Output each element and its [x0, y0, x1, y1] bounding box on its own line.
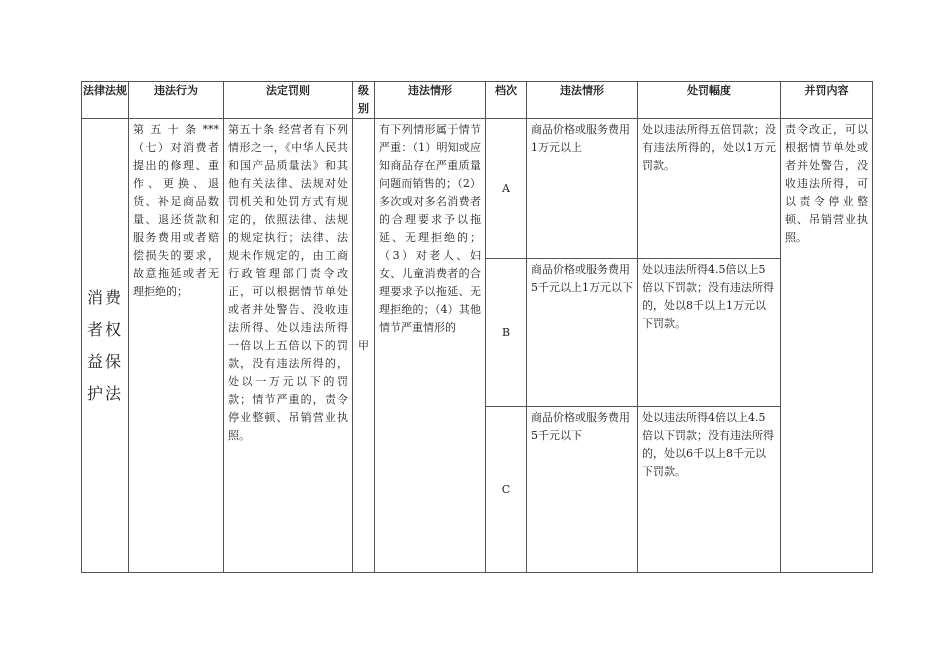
- table-row: [82, 119, 873, 259]
- grade-a-penalty-cell: [638, 119, 781, 259]
- law-cell: [82, 119, 129, 573]
- grade-c-penalty-cell: [638, 407, 781, 573]
- grade-b-case-cell: [527, 259, 638, 407]
- grade-a-cell: [486, 119, 527, 259]
- header-row: [82, 82, 873, 119]
- header-grade-case: 违法情形: [527, 82, 638, 119]
- grade-c-cell: [486, 407, 527, 573]
- level-cell: [353, 119, 375, 573]
- grade-c-penalty-text: 处以违法所得4倍以上4.5倍以下罚款；没有违法所得的，处以6千以上8千元以下罚款。: [642, 411, 774, 478]
- penalty-table: [81, 81, 873, 573]
- violation-act-text: 第五十条***（七）对消费者提出的修理、重作、更换、退货、补足商品数量、退还货款和服务费用或者赔偿损失的要求，故意拖延或者无理拒绝的；: [133, 123, 219, 298]
- violation-case-text: 有下列情形属于情节严重：（1）明知或应知商品存在严重质量问题而销售的；（2）多次或对多名消费者的合理要求予以拖延、无理拒绝的；（3）对老人、妇女、儿童消费者的合理要求予以拖延、无理拒绝的；（4）其他情节严重情形的: [379, 123, 481, 334]
- grade-a-penalty-text: 处以违法所得五倍罚款；没有违法所得的，处以1万元罚款。: [642, 123, 776, 172]
- grade-a-case-text: 商品价格或服务费用1万元以上: [531, 123, 630, 154]
- grade-b-penalty-text: 处以违法所得4.5倍以上5倍以下罚款；没有违法所得的，处以8千以上1万元以下罚款。: [642, 263, 774, 330]
- concurrent-text: 责令改正，可以根据情节单处或者并处警告，没收违法所得，可以责令停业整顿、吊销营业执照。: [785, 123, 868, 244]
- grade-c-label: C: [501, 482, 511, 496]
- level-value: 甲: [358, 338, 369, 352]
- header-legal-penalty: 法定罚则: [224, 82, 353, 119]
- header-level: 级别: [353, 82, 375, 119]
- header-concurrent: 并罚内容: [781, 82, 873, 119]
- concurrent-cell: [781, 119, 873, 573]
- grade-a-label: A: [502, 181, 510, 195]
- header-grade: 档次: [486, 82, 527, 119]
- legal-penalty-text: 第五十条 经营者有下列情形之一，《中华人民共和国产品质量法》和其他有关法律、法规对处罚机关和处罚方式有规定的，依照法律、法规的规定执行；法律、法规未作规定的，由工商行政管理部门责令改正，可以根据情节单处或者并处警告、没收违法所得、处以违法所得一倍以上五倍以下的罚款，没有违法所得的，处以一万元以下的罚款；情节严重的，责令停业整顿、吊销营业执照。: [228, 123, 348, 442]
- violation-act-cell: [129, 119, 224, 573]
- grade-b-penalty-cell: [638, 259, 781, 407]
- legal-penalty-cell: [224, 119, 353, 573]
- grade-c-case-text: 商品价格或服务费用5千元以下: [531, 411, 630, 442]
- violation-case-cell: [375, 119, 486, 573]
- header-violation-act: 违法行为: [129, 82, 224, 119]
- header-penalty-range: 处罚幅度: [638, 82, 781, 119]
- grade-a-case-cell: [527, 119, 638, 259]
- grade-b-label: B: [501, 325, 511, 339]
- grade-b-cell: [486, 259, 527, 407]
- header-violation-case: 违法情形: [375, 82, 486, 119]
- grade-c-case-cell: [527, 407, 638, 573]
- law-name: 消费者权益保护法: [86, 287, 123, 403]
- grade-b-case-text: 商品价格或服务费用5千元以上1万元以下: [531, 263, 633, 294]
- header-law: 法律法规: [82, 82, 129, 119]
